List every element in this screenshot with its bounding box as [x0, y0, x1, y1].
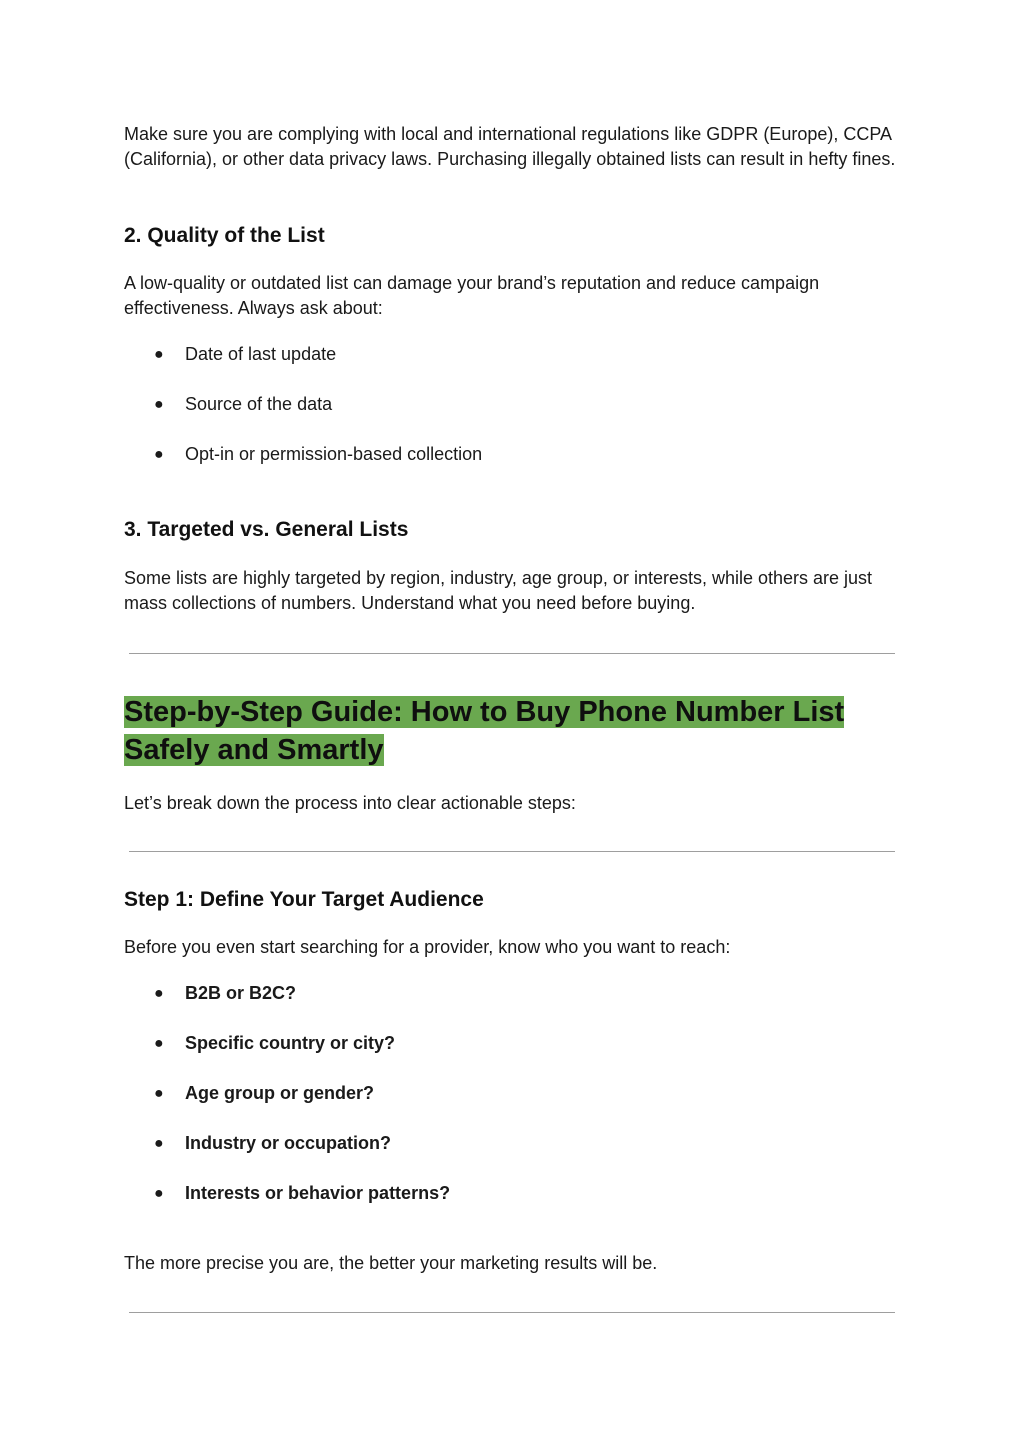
list-item-text: Source of the data — [185, 394, 333, 414]
section-divider — [129, 1312, 895, 1313]
guide-intro: Let’s break down the process into clear actionable steps: — [124, 793, 576, 813]
list-item — [154, 342, 336, 367]
bullet-icon: ● — [154, 346, 164, 363]
list-item — [154, 392, 332, 417]
intro-paragraph: Make sure you are complying with local and international regulations like GDPR (Europe), CCPA (California), or other data privacy laws. Purchasing illegally obtained lists can result in hefty fines. — [124, 124, 896, 169]
bullet-icon: ● — [154, 1035, 164, 1052]
section-divider — [129, 851, 895, 852]
list-item-text: Date of last update — [185, 344, 337, 364]
list-item — [154, 1081, 374, 1106]
list-item-text: Interests or behavior patterns? — [185, 1183, 451, 1203]
list-item — [154, 442, 482, 467]
quality-paragraph: A low-quality or outdated list can damage your brand’s reputation and reduce campaign effectiveness. Always ask about: — [124, 273, 820, 318]
bullet-icon: ● — [154, 1185, 164, 1202]
guide-heading-line2: Safely and Smartly — [124, 734, 384, 766]
list-item — [154, 1131, 391, 1156]
guide-heading-line1: Step-by-Step Guide: How to Buy Phone Number List — [124, 696, 845, 728]
guide-heading — [124, 693, 899, 769]
bullet-icon: ● — [154, 1085, 164, 1102]
list-item — [154, 981, 296, 1006]
bullet-icon: ● — [154, 446, 164, 463]
list-item-text: Specific country or city? — [185, 1033, 396, 1053]
list-item-text: Opt-in or permission-based collection — [185, 444, 483, 464]
step1-closing: The more precise you are, the better your marketing results will be. — [124, 1253, 658, 1273]
list-item-text: B2B or B2C? — [185, 983, 297, 1003]
step1-heading: Step 1: Define Your Target Audience — [124, 888, 484, 911]
bullet-icon: ● — [154, 985, 164, 1002]
targeted-paragraph: Some lists are highly targeted by region, industry, age group, or interests, while others are just mass collections of numbers. Understand what you need before buying. — [124, 568, 873, 613]
targeted-heading: 3. Targeted vs. General Lists — [124, 518, 409, 541]
section-divider — [129, 653, 895, 654]
list-item — [154, 1031, 395, 1056]
list-item-text: Age group or gender? — [185, 1083, 374, 1103]
quality-heading: 2. Quality of the List — [124, 224, 325, 247]
bullet-icon: ● — [154, 396, 164, 413]
list-item-text: Industry or occupation? — [185, 1133, 392, 1153]
list-item — [154, 1181, 450, 1206]
bullet-icon: ● — [154, 1135, 164, 1152]
step1-paragraph: Before you even start searching for a provider, know who you want to reach: — [124, 937, 731, 957]
